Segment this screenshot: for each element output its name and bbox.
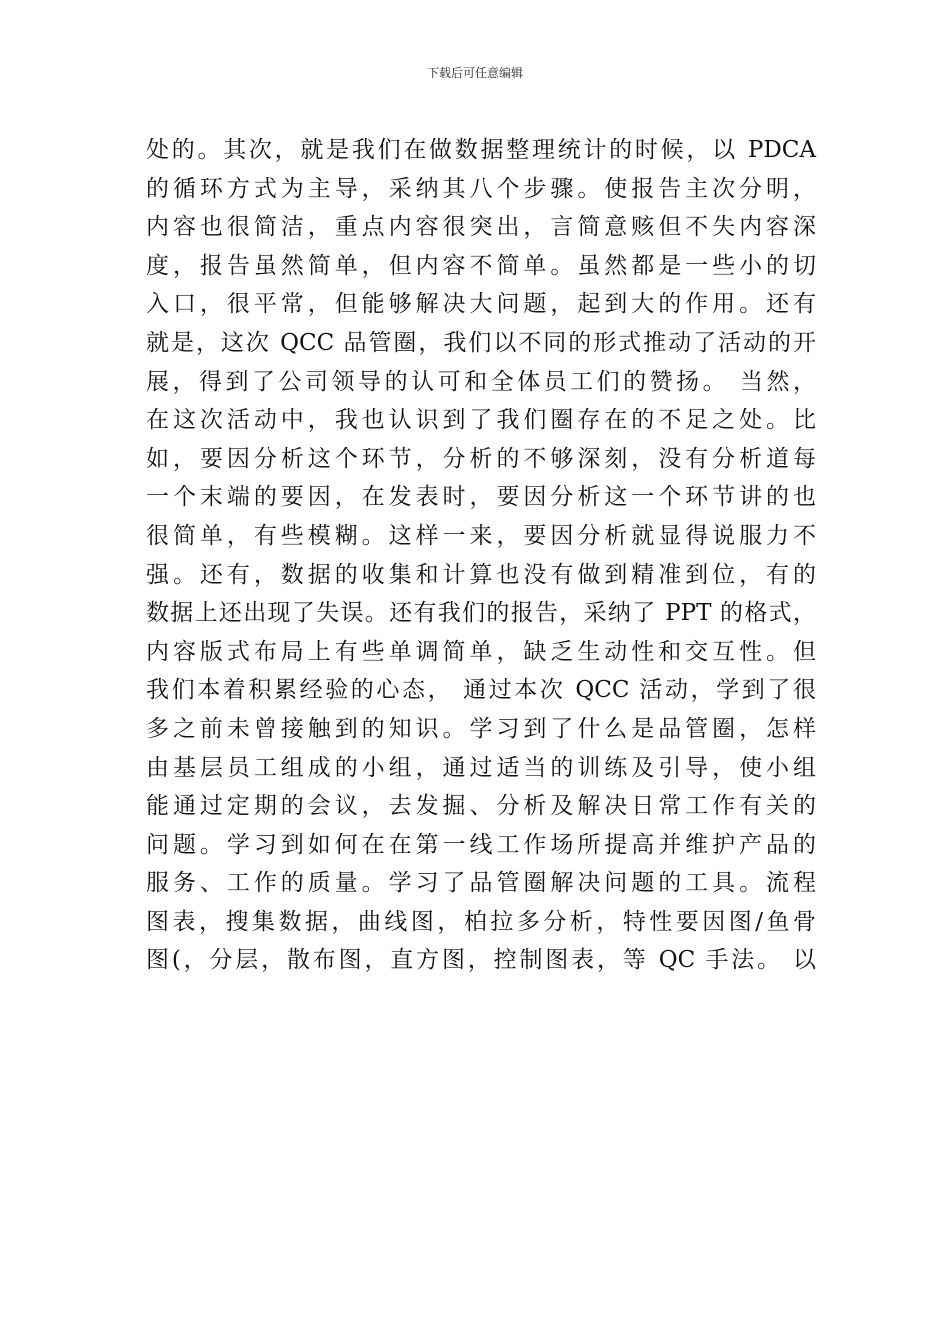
body-line: 内容也很简洁，重点内容很突出，言简意赅但不失内容深 — [146, 214, 816, 241]
body-line: 展，得到了公司领导的认可和全体员工们的赞扬。 当然， — [146, 368, 816, 395]
body-line: 服务、工作的质量。学习了品管圈解决问题的工具。流程 — [146, 870, 816, 897]
body-line: 内容版式布局上有些单调简单，缺乏生动性和交互性。但 — [146, 638, 816, 665]
body-line: 度，报告虽然简单，但内容不简单。虽然都是一些小的切 — [146, 252, 816, 279]
body-line: 很简单，有些模糊。这样一来，要因分析就显得说服力不 — [146, 522, 816, 549]
body-line: 我们本着积累经验的心态， 通过本次 QCC 活动，学到了很 — [146, 677, 816, 704]
body-line: 强。还有，数据的收集和计算也没有做到精准到位，有的 — [146, 561, 816, 588]
body-line: 图(，分层，散布图，直方图，控制图表，等 QC 手法。 以 — [146, 947, 816, 974]
body-line: 数据上还出现了失误。还有我们的报告，采纳了 PPT 的格式， — [146, 600, 816, 627]
page-header: 下载后可任意编辑 — [426, 66, 523, 80]
body-line: 如，要因分析这个环节，分析的不够深刻，没有分析道每 — [146, 445, 816, 472]
body-line: 入口，很平常，但能够解决大问题，起到大的作用。还有 — [146, 291, 816, 318]
body-line: 问题。学习到如何在在第一线工作场所提高并维护产品的 — [146, 831, 816, 858]
body-line: 由基层员工组成的小组，通过适当的训练及引导，使小组 — [146, 754, 816, 781]
body-line: 一个末端的要因，在发表时，要因分析这一个环节讲的也 — [146, 484, 816, 511]
document-body — [146, 131, 816, 980]
body-line: 在这次活动中，我也认识到了我们圈存在的不足之处。比 — [146, 407, 816, 434]
body-line: 多之前未曾接触到的知识。学习到了什么是品管圈，怎样 — [146, 715, 816, 742]
body-line: 就是，这次 QCC 品管圈，我们以不同的形式推动了活动的开 — [146, 329, 816, 356]
body-line: 图表，搜集数据，曲线图，柏拉多分析，特性要因图/鱼骨 — [146, 908, 816, 935]
body-line: 能通过定期的会议，去发掘、分析及解决日常工作有关的 — [146, 793, 816, 820]
body-line: 的循环方式为主导，采纳其八个步骤。使报告主次分明， — [146, 175, 816, 202]
body-line: 处的。其次，就是我们在做数据整理统计的时候，以 PDCA — [146, 137, 816, 163]
